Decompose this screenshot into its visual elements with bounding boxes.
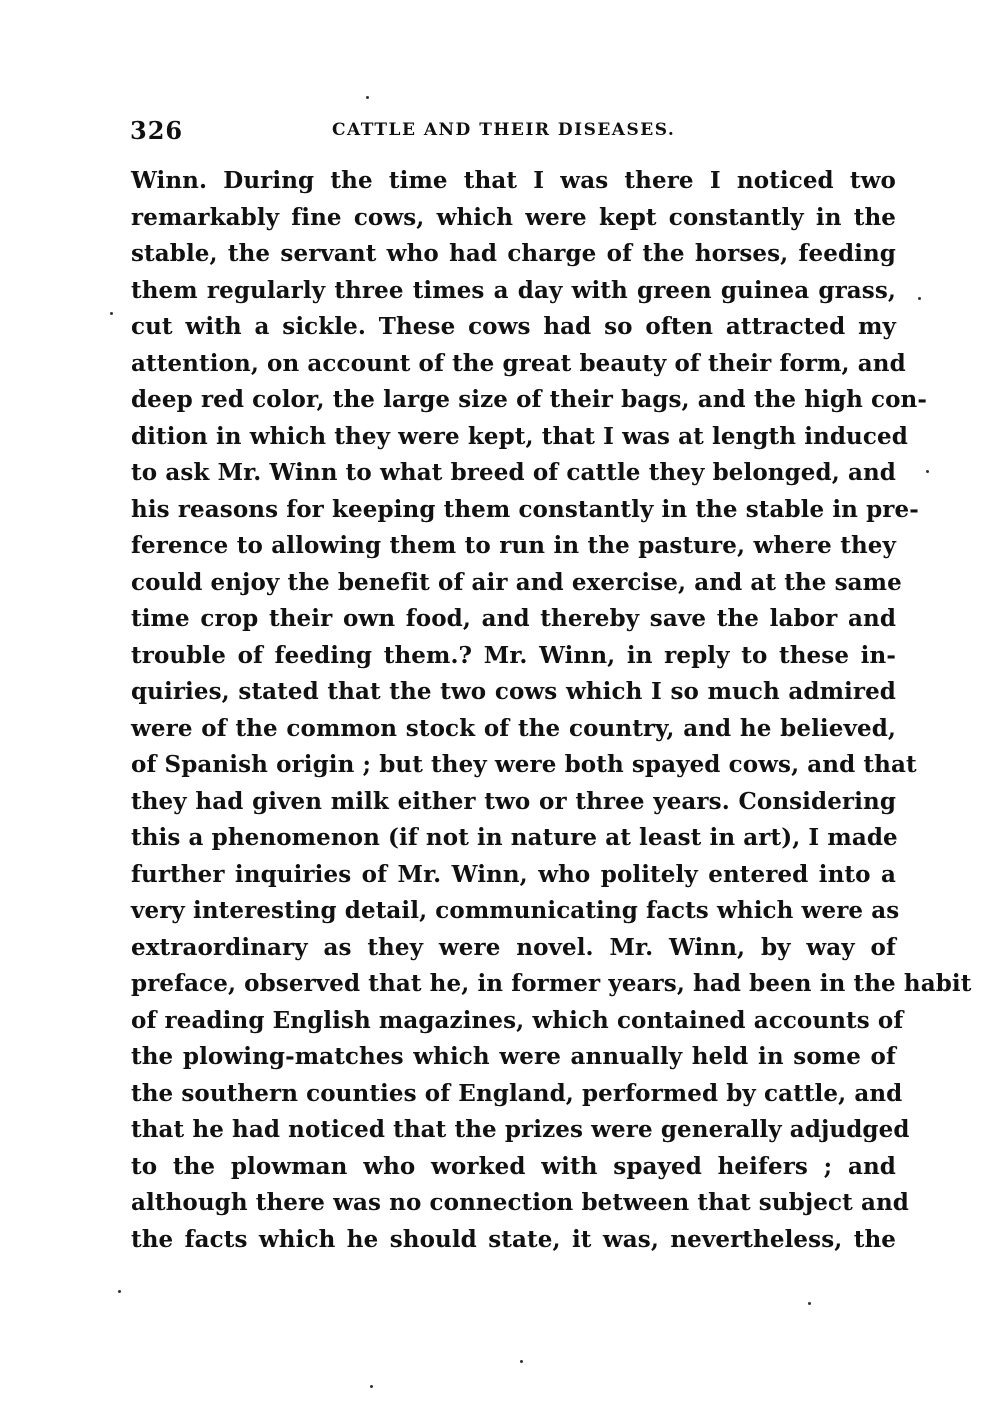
page-header — [130, 116, 896, 146]
text-line: preface, observed that he, in former years, had been in the habit — [131, 970, 972, 997]
text-line: ference to allowing them to run in the pasture, where they — [131, 532, 896, 559]
text-line: cut with a sickle. These cows had so often attracted my — [131, 313, 896, 340]
scan-speck — [118, 1290, 121, 1293]
text-line: to ask Mr. Winn to what breed of cattle they belonged, and — [131, 459, 896, 486]
text-line: dition in which they were kept, that I was at length induced — [131, 422, 908, 450]
text-line: further inquiries of Mr. Winn, who politely entered into a — [131, 860, 896, 888]
scan-speck — [918, 297, 921, 300]
text-line: deep red color, the large size of their bags, and the high con- — [131, 386, 928, 413]
text-line: them regularly three times a day with green guinea grass, — [131, 276, 896, 304]
text-line: attention, on account of the great beauty of their form, and — [131, 349, 906, 377]
text-line: the plowing-matches which were annually held in some of — [131, 1043, 896, 1070]
text-line: quiries, stated that the two cows which I so much admired — [131, 678, 896, 705]
text-line: remarkably fine cows, which were kept constantly in the — [131, 203, 896, 231]
text-line: this a phenomenon (if not in nature at least in art), I made — [131, 824, 898, 851]
text-line: the facts which he should state, it was, nevertheless, the — [131, 1225, 896, 1253]
scan-speck — [520, 1360, 523, 1363]
text-line: of Spanish origin ; but they were both spayed cows, and that — [131, 751, 917, 778]
text-line: extraordinary as they were novel. Mr. Winn, by way of — [131, 933, 896, 961]
text-line: were of the common stock of the country, and he believed, — [131, 714, 896, 742]
body-text — [131, 163, 972, 1258]
text-line: although there was no connection between that subject and — [131, 1189, 909, 1216]
text-line: they had given milk either two or three years. Considering — [131, 787, 896, 815]
scan-speck — [370, 1385, 373, 1388]
text-line: Winn. During the time that I was there I noticed two — [131, 167, 896, 194]
scan-speck — [366, 96, 369, 99]
scan-speck — [110, 312, 113, 315]
text-line: the southern counties of England, performed by cattle, and — [131, 1079, 903, 1107]
scan-speck — [808, 1302, 811, 1305]
page-number: 326 — [130, 116, 184, 145]
text-line: that he had noticed that the prizes were generally adjudged — [131, 1116, 910, 1143]
text-line: trouble of feeding them.? Mr. Winn, in reply to these in- — [131, 641, 896, 669]
text-line: time crop their own food, and thereby save the labor and — [131, 605, 896, 632]
text-line: his reasons for keeping them constantly in the stable in pre- — [131, 495, 919, 523]
text-line: to the plowman who worked with spayed heifers ; and — [131, 1152, 896, 1180]
text-line: of reading English magazines, which contained accounts of — [131, 1006, 904, 1034]
running-title: CATTLE AND THEIR DISEASES. — [332, 120, 676, 140]
scan-speck — [926, 470, 929, 473]
text-line: could enjoy the benefit of air and exercise, and at the same — [131, 568, 902, 596]
text-line: stable, the servant who had charge of the horses, feeding — [131, 240, 896, 267]
text-line: very interesting detail, communicating facts which were as — [131, 897, 900, 924]
